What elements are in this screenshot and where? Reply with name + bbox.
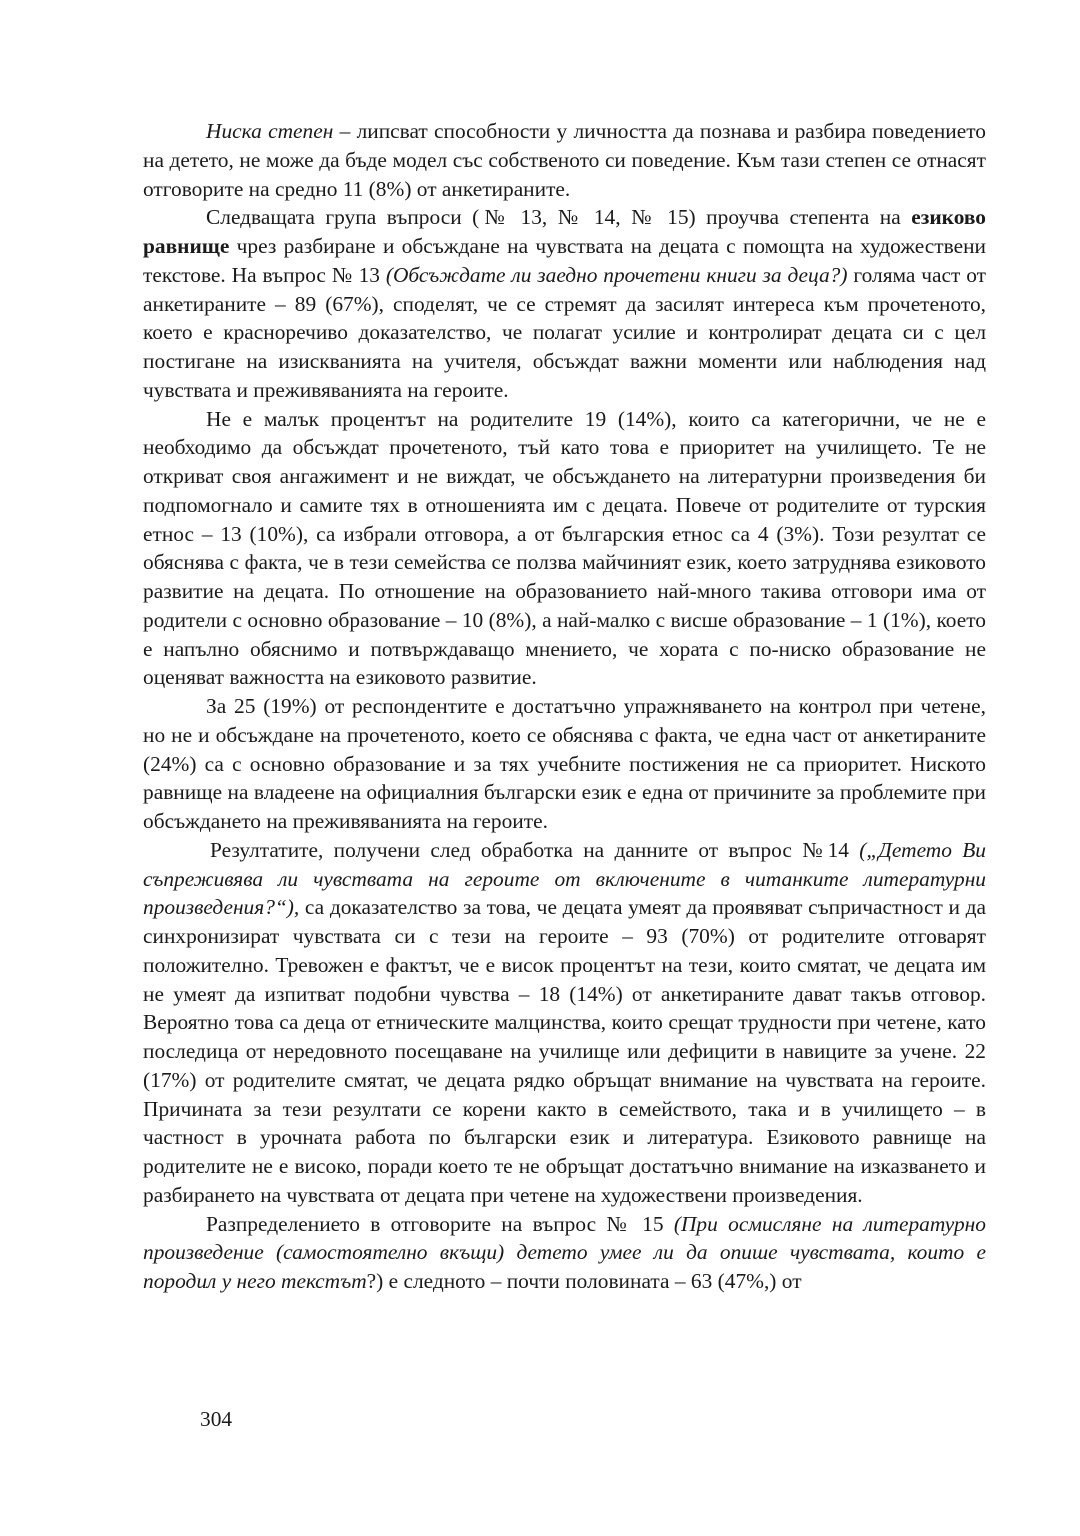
text-run: чрез разбиране и обсъждане на чувствата на децата с помощта на художествени текстове. На въпрос № 13 bbox=[143, 234, 986, 287]
page-number: 304 bbox=[200, 1407, 233, 1431]
paragraph-3 bbox=[143, 405, 986, 693]
text-run: Ниска степен bbox=[206, 119, 334, 143]
text-run: Не е малък процентът на родителите 19 (14%), които са категорични, че не е необходимо да обсъждат прочетеното, тъй като това е приоритет на училището. Те не откриват своя ангажимент и не виждат, че обсъждането на литературни произведения би подпомогнало и самите тях в отношенията им с децата. Повече от родителите от турския етнос – 13 (10%), са избрали отговора, а от българския етнос са 4 (3%). Този резултат се обяснява с факта, че в тези семейства се ползва майчиният език, което затруднява езиковото развитие на децата. По отношение на образованието най-много такива отговори има от родители с основно образование – 10 (8%), а най-малко с висше образование – 1 (1%), което е напълно обяснимо и потвърждаващо мнението, че хората с по-ниско образование не оценяват важността на езиковото развитие. bbox=[143, 406, 986, 690]
text-run: ?) е следното – почти половината – 63 (47%,) от bbox=[366, 1269, 802, 1293]
text-run: Разпределението в отговорите на въпрос № 15 bbox=[206, 1211, 674, 1236]
document-body bbox=[143, 117, 986, 1296]
text-run-bold: езиково равнище bbox=[143, 205, 986, 258]
text-run-italic: (При осмисляне на литературно произведение (самостоятелно вкъщи) детето умее ли да опише чувствата, които е породил у него текстът bbox=[143, 1211, 986, 1293]
text-run: голяма част от анкетираните – 89 (67%), споделят, че се стремят да засилят интереса към прочетеното, което е красноречиво доказателство, че полагат усилие и контролират децата си с цел постигане на изискванията на учителя, обсъждат важни моменти или наблюдения над чувствата и преживяванията на героите. bbox=[143, 262, 987, 402]
paragraph-5 bbox=[143, 836, 986, 1210]
paragraph-6 bbox=[143, 1210, 986, 1296]
text-run: За 25 (19%) от респондентите е достатъчно упражняването на контрол при четене, но не и обсъждане на прочетеното, което се обяснява с факта, че една част от анкетираните (24%) са с основно образование и за тях учебните постижения не са приоритет. Ниското равнище на владеене на официалния български език е една от причините за проблемите при обсъждането на преживяванията на героите. bbox=[143, 694, 986, 833]
text-run: Следващата група въпроси (№ 13, № 14, № 15) проучва степента на bbox=[206, 205, 912, 230]
paragraph-2 bbox=[143, 203, 986, 404]
paragraph-1 bbox=[143, 117, 986, 203]
text-run: Резултатите, получени след обработка на данните от въпрос №14 bbox=[210, 837, 860, 862]
text-run: са доказателство за това, че децата умеят да проявяват съпричастност и да синхронизират чувствата си с тези на героите – 93 (70%) от родителите отговарят положително. Тревожен е фактът, че е висок процентът на тези, които смятат, че децата им не умеят да изпитват подобни чувства – 18 (14%) от анкетираните дават такъв отговор. Вероятно това са деца от етническите малцинства, които срещат трудности при четене, като последица от нередовното посещаване на училище или дефицити в навиците за учене. 22 (17%) от родителите смятат, че децата рядко обръщат внимание на чувствата на героите. Причината за тези резултати се корени както в семейството, така и в училището – в частност в урочната работа по български език и литература. Езиковото равнище на родителите не е високо, поради което те не обръщат достатъчно внимание на изказването и разбирането на чувствата от децата при четене на художествени произведения. bbox=[143, 895, 986, 1207]
text-run-italic: („Детето Ви съпреживява ли чувствата на героите от включените в читанките литературни произведения?“), bbox=[143, 837, 986, 920]
paragraph-4 bbox=[143, 692, 986, 836]
text-run-italic: (Обсъждате ли заедно прочетени книги за деца?) bbox=[385, 262, 848, 287]
text-run: – липсват способности у личността да познава и разбира поведението на детето, не може да бъде модел със собственото си поведение. Към тази степен се отнасят отговорите на средно 11 (8%) от анкетираните. bbox=[143, 119, 987, 201]
